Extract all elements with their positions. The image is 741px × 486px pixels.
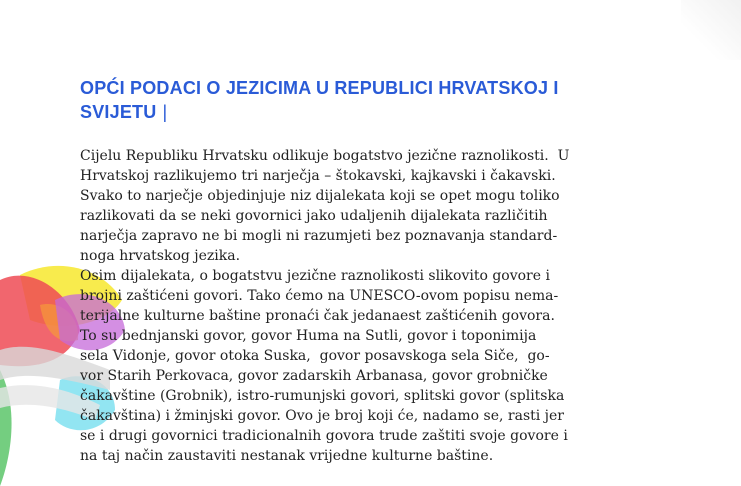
paragraph-line: Cijelu Republiku Hrvatsku odlikuje bogatstvo jezične raznolikosti. U <box>80 148 570 164</box>
paragraph-line: čakavština) i žminjski govor. Ovo je broj koji će, nadamo se, rasti jer <box>80 408 564 424</box>
paragraph-line: terijalne kulturne baštine pronaći čak jedanaest zaštićenih govora. <box>80 308 555 324</box>
paragraph-line: čakavštine (Grobnik), istro-rumunjski govori, splitski govor (splitska <box>80 388 565 404</box>
corner-shadow <box>681 0 741 60</box>
paragraph-1 <box>80 146 652 266</box>
paragraph-line: sela Vidonje, govor otoka Suska, govor posavskoga sela Siče, go- <box>80 348 550 364</box>
paragraph-line: se i drugi govornici tradicionalnih govora trude zaštiti svoje govore i <box>80 428 568 444</box>
heading-line-2: SVIJETU <box>80 102 157 122</box>
heading-bar-marker: | <box>162 102 168 122</box>
paragraph-line: brojni zaštićeni govori. Tako ćemo na UNESCO-ovom popisu nema- <box>80 288 559 304</box>
paragraph-line: To su bednjanski govor, govor Huma na Sutli, govor i toponimija <box>80 328 537 344</box>
paragraph-line: razlikovati da se neki govornici jako udaljenih dijalekata različitih <box>80 208 548 224</box>
paragraph-2 <box>80 266 652 466</box>
body-text <box>80 146 652 466</box>
paragraph-line: narječja zapravo ne bi mogli ni razumjeti bez poznavanja standard- <box>80 228 558 244</box>
section-heading <box>80 76 680 124</box>
paragraph-line: Svako to narječje objedinjuje niz dijalekata koji se opet mogu toliko <box>80 188 560 204</box>
paragraph-line: noga hrvatskog jezika. <box>80 248 241 264</box>
paragraph-line: Osim dijalekata, o bogatstvu jezične raznolikosti slikovito govore i <box>80 268 550 284</box>
heading-line-1: OPĆI PODACI O JEZICIMA U REPUBLICI HRVATSKOJ I <box>80 78 559 98</box>
paragraph-line: Hrvatskoj razlikujemo tri narječja – štokavski, kajkavski i čakavski. <box>80 168 556 184</box>
paragraph-line: vor Starih Perkovaca, govor zadarskih Arbanasa, govor grobničke <box>80 368 548 384</box>
paragraph-line: na taj način zaustaviti nestanak vrijedne kulturne baštine. <box>80 448 494 464</box>
